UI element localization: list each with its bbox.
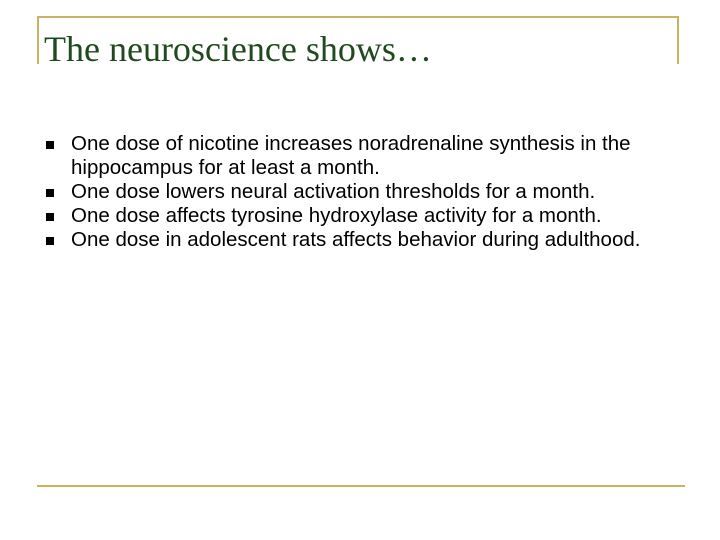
bullet-text: One dose of nicotine increases noradrenaline synthesis in the hippocampus for at least a month. [71, 132, 631, 179]
bullet-item [46, 204, 696, 228]
square-bullet-icon [46, 213, 54, 221]
left-rule [37, 16, 39, 64]
square-bullet-icon [46, 237, 54, 245]
bullet-text: One dose lowers neural activation thresholds for a month. [71, 180, 596, 203]
bullet-item [46, 132, 696, 180]
bottom-rule [37, 485, 685, 487]
right-rule [677, 16, 679, 64]
slide-title: The neuroscience shows… [44, 29, 432, 64]
bullet-text: One dose in adolescent rats affects behavior during adulthood. [71, 228, 641, 251]
square-bullet-icon [46, 141, 54, 149]
bullet-text: One dose affects tyrosine hydroxylase activity for a month. [71, 204, 602, 227]
top-rule [37, 16, 679, 18]
bullet-item [46, 228, 696, 252]
square-bullet-icon [46, 189, 54, 197]
bullet-list [46, 132, 696, 252]
bullet-item [46, 180, 696, 204]
